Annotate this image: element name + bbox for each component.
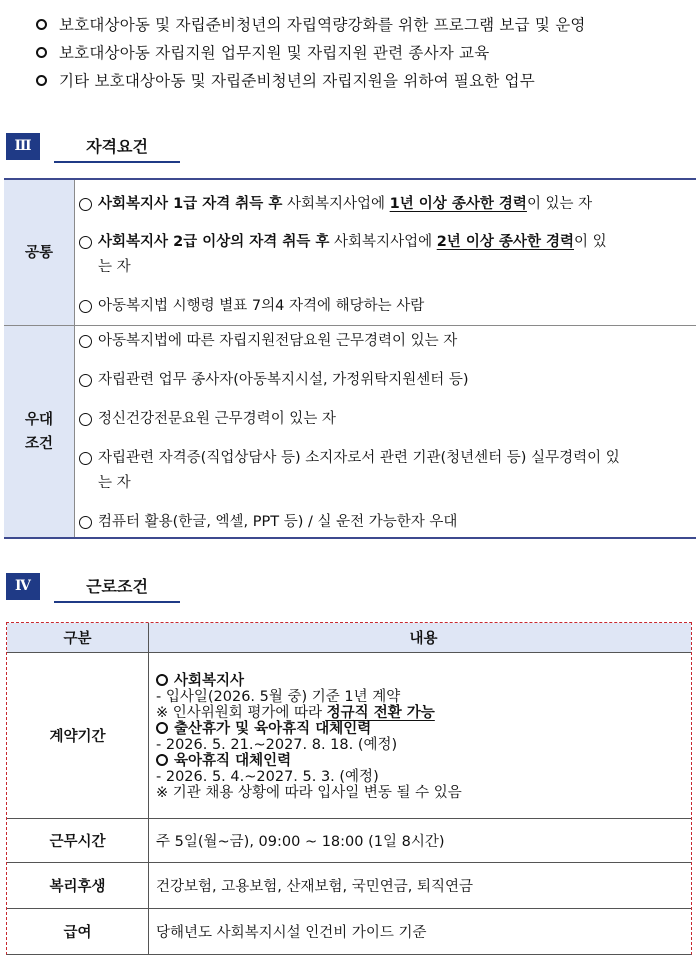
ring-bullet-icon	[156, 754, 168, 766]
row-label: 공통	[4, 180, 75, 325]
ring-bullet-icon	[156, 674, 168, 686]
list-item: 보호대상아동 자립지원 업무지원 및 자립지원 관련 종사자 교육	[36, 38, 696, 66]
section-title: 근로조건	[54, 574, 180, 603]
contract-line: - 2026. 5. 21.~2027. 8. 18. (예정)	[156, 736, 398, 753]
intro-list	[36, 10, 696, 94]
list-item: 사회복지사 2급 이상의 자격 취득 후 사회복지사업에 2년 이상 종사한 경력이 있 는 자	[79, 230, 696, 280]
circle-bullet-icon	[79, 452, 92, 465]
table-row	[7, 862, 691, 908]
list-item: 아동복지법 시행령 별표 7의4 자격에 해당하는 사람	[79, 294, 696, 319]
row-label: 우대 조건	[4, 326, 75, 537]
ring-bullet-icon	[156, 722, 168, 734]
table-row	[7, 652, 691, 818]
contract-line: 육아휴직 대체인력	[156, 753, 691, 769]
list-item: 기타 보호대상아동 및 자립준비청년의 자립지원을 위하여 필요한 업무	[36, 66, 696, 94]
row-label: 계약기간	[7, 653, 149, 818]
section-numeral: Ⅳ	[6, 573, 40, 600]
list-item: 자립관련 자격증(직업상담사 등) 소지자로서 관련 기관(청년센터 등) 실무경력이 있 는 자	[79, 446, 696, 496]
table-row	[7, 818, 691, 862]
contract-line: ※ 인사위원회 평가에 따라 정규직 전환 가능	[156, 704, 435, 721]
circle-bullet-icon	[79, 236, 92, 249]
list-item: 사회복지사 1급 자격 취득 후 사회복지사업에 1년 이상 종사한 경력이 있는 자	[79, 192, 696, 217]
ring-bullet-icon	[36, 19, 47, 30]
list-item: 아동복지법에 따른 자립지원전담요원 근무경력이 있는 자	[79, 329, 696, 354]
working-conditions-table	[6, 622, 692, 955]
list-item: 정신건강전문요원 근무경력이 있는 자	[79, 407, 696, 432]
circle-bullet-icon	[79, 374, 92, 387]
row-value: 건강보험, 고용보험, 산재보험, 국민연금, 퇴직연금	[156, 879, 474, 895]
row-value: 당해년도 사회복지시설 인건비 가이드 기준	[156, 925, 427, 941]
circle-bullet-icon	[79, 516, 92, 529]
table-row	[7, 908, 691, 954]
section-header-qualifications	[6, 128, 180, 164]
contract-line: 출산휴가 및 육아휴직 대체인력	[156, 721, 691, 737]
ring-bullet-icon	[36, 47, 47, 58]
contract-line: ※ 기관 채용 상황에 따라 입사일 변동 될 수 있음	[156, 784, 462, 801]
contract-line: - 2026. 5. 4.~2027. 5. 3. (예정)	[156, 768, 379, 785]
column-header: 내용	[149, 623, 691, 652]
list-item: 컴퓨터 활용(한글, 엑셀, PPT 등) / 실 운전 가능한자 우대	[79, 510, 696, 535]
table-header-row	[7, 623, 691, 652]
circle-bullet-icon	[79, 335, 92, 348]
circle-bullet-icon	[79, 198, 92, 211]
column-header: 구분	[7, 623, 149, 652]
common-requirements-group	[4, 180, 696, 326]
row-label: 복리후생	[7, 863, 149, 908]
contract-line: - 입사일(2026. 5월 중) 기준 1년 계약	[156, 688, 401, 705]
section-header-working-conditions	[6, 568, 180, 604]
contract-line: 사회복지사	[156, 673, 691, 689]
ring-bullet-icon	[36, 75, 47, 86]
circle-bullet-icon	[79, 413, 92, 426]
list-item: 보호대상아동 및 자립준비청년의 자립역량강화를 위한 프로그램 보급 및 운영	[36, 10, 696, 38]
row-value: 주 5일(월~금), 09:00 ~ 18:00 (1일 8시간)	[156, 834, 445, 850]
row-label: 근무시간	[7, 819, 149, 862]
section-numeral: Ⅲ	[6, 133, 40, 160]
section-title: 자격요건	[54, 134, 180, 163]
preferred-conditions-group	[4, 326, 696, 539]
row-label: 급여	[7, 909, 149, 954]
circle-bullet-icon	[79, 300, 92, 313]
list-item: 자립관련 업무 종사자(아동복지시설, 가정위탁지원센터 등)	[79, 368, 696, 393]
qualification-table	[4, 178, 696, 539]
